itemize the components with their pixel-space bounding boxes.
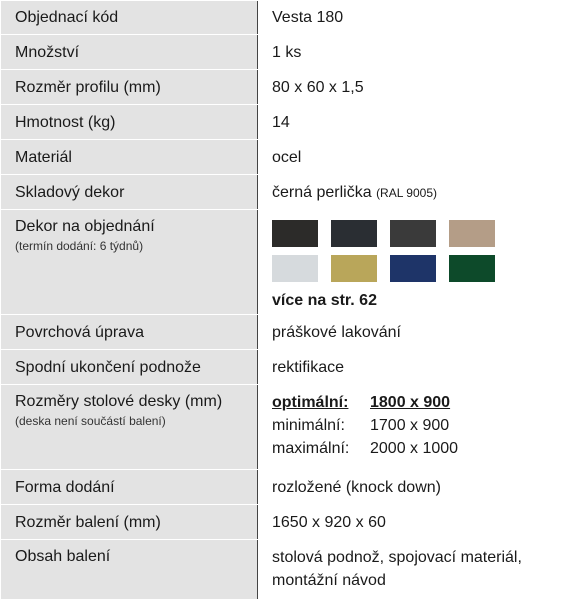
value-code: Vesta 180 (261, 1, 572, 34)
swatch-light-grey (272, 255, 318, 282)
row-material (1, 140, 572, 175)
value-content-line1: stolová podnož, spojovací materiál, (272, 549, 522, 566)
row-desk (1, 385, 572, 470)
row-package (1, 505, 572, 540)
value-surface: práškové lakování (261, 315, 572, 349)
row-foot (1, 350, 572, 385)
row-stock-decor (1, 175, 572, 210)
value-package: 1650 x 920 x 60 (261, 505, 572, 539)
value-stock-decor-note: (RAL 9005) (376, 186, 437, 200)
row-profile (1, 70, 572, 105)
label-material: Materiál (15, 149, 72, 166)
label-foot: Spodní ukončení podnože (15, 359, 201, 376)
value-weight: 14 (261, 105, 572, 139)
row-surface (1, 315, 572, 350)
sublabel-desk: (deska není součástí balení) (15, 414, 166, 428)
desk-maximal: maximální: 2000 x 1000 (272, 440, 459, 457)
value-material: ocel (261, 140, 572, 174)
swatch-beige (449, 220, 495, 247)
label-package: Rozměr balení (mm) (15, 514, 161, 531)
decor-swatches (272, 210, 572, 282)
row-code (1, 1, 572, 35)
spec-table (1, 1, 572, 600)
value-stock-decor: černá perlička (272, 184, 372, 201)
label-profile: Rozměr profilu (mm) (15, 79, 161, 96)
value-qty: 1 ks (261, 35, 572, 69)
sublabel-order-decor: (termín dodání: 6 týdnů) (15, 239, 144, 253)
label-delivery: Forma dodání (15, 479, 115, 496)
value-profile: 80 x 60 x 1,5 (261, 70, 572, 104)
label-qty: Množství (15, 44, 80, 61)
value-foot: rektifikace (261, 350, 572, 384)
swatch-black-texture (272, 220, 318, 247)
row-delivery (1, 470, 572, 505)
desk-minimal: minimální: 1700 x 900 (272, 417, 450, 434)
desk-optimal: optimální: 1800 x 900 (272, 394, 451, 411)
value-content-line2: montážní návod (272, 572, 386, 589)
label-desk: Rozměry stolové desky (mm) (15, 393, 223, 410)
swatch-dark-grey (390, 220, 436, 247)
swatch-dark-green (449, 255, 495, 282)
label-weight: Hmotnost (kg) (15, 114, 116, 131)
label-content: Obsah balení (15, 548, 111, 565)
row-content (1, 540, 572, 600)
label-surface: Povrchová úprava (15, 324, 144, 341)
row-weight (1, 105, 572, 140)
label-stock-decor: Skladový dekor (15, 184, 125, 201)
swatch-anthracite (331, 220, 377, 247)
label-code: Objednací kód (15, 9, 119, 26)
value-delivery: rozložené (knock down) (261, 470, 572, 504)
swatch-navy (390, 255, 436, 282)
more-decors-link: více na str. 62 (272, 292, 377, 309)
label-order-decor: Dekor na objednání (15, 218, 155, 235)
row-qty (1, 35, 572, 70)
row-order-decor (1, 210, 572, 315)
swatch-gold (331, 255, 377, 282)
